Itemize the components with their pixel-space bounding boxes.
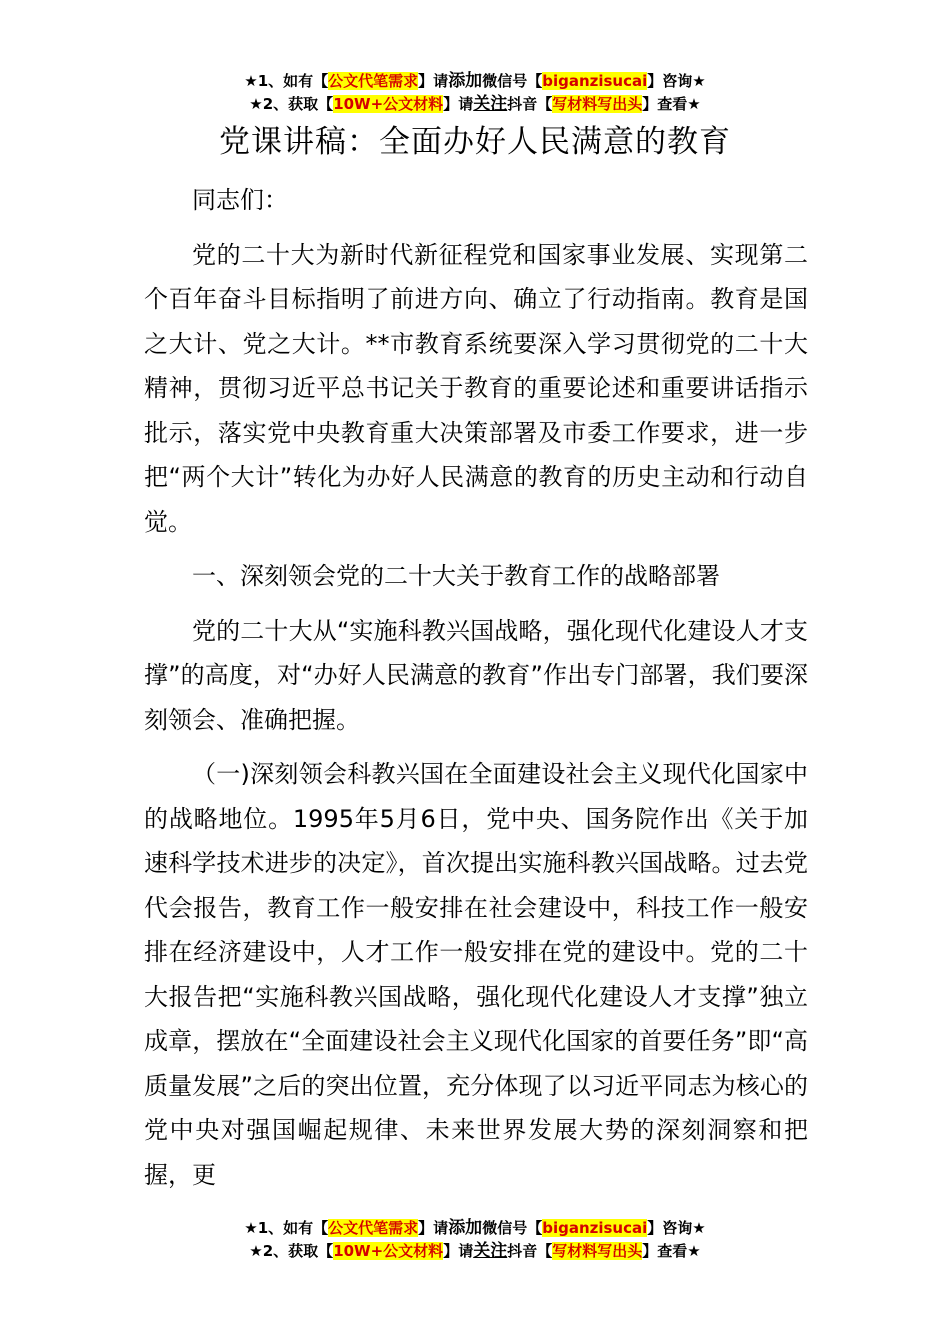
banner-line-1 <box>0 70 950 93</box>
paragraph: 党的二十大为新时代新征程党和国家事业发展、实现第二个百年奋斗目标指明了前进方向、确立了行动指南。教育是国之大计、党之大计。**市教育系统要深入学习贯彻党的二十大精神，贯彻习近平总书记关于教育的重要论述和重要讲话指示批示，落实党中央教育重大决策部署及市委工作要求，进一步把“两个大计”转化为办好人民满意的教育的历史主动和行动自觉。 <box>144 240 808 536</box>
banner-text: ★2、获取【 <box>249 95 334 113</box>
banner-text: 】请 <box>418 1219 449 1237</box>
banner-highlight: 公文代笔需求 <box>328 1219 419 1237</box>
banner-text: 】咨询★ <box>647 72 706 90</box>
banner-text: 微信号【 <box>482 72 543 90</box>
banner-wechat-id: biganzisucai <box>542 1219 648 1237</box>
banner-text: 】请 <box>443 95 474 113</box>
document-body <box>144 178 808 1197</box>
banner-text: 】查看★ <box>642 95 701 113</box>
section-heading: 一、深刻领会党的二十大关于教育工作的战略部署 <box>192 562 720 590</box>
banner-line-2 <box>0 1240 950 1263</box>
banner-line-2 <box>0 93 950 116</box>
banner-text: 抖音【 <box>507 1242 553 1260</box>
banner-emphasis: 添加 <box>448 1218 483 1238</box>
paragraph: 党的二十大从“实施科教兴国战略，强化现代化建设人才支撑”的高度，对“办好人民满意的教育”作出专门部署，我们要深刻领会、准确把握。 <box>144 616 808 734</box>
banner-douyin-account: 写材料写出头 <box>552 1242 643 1260</box>
banner-douyin-account: 写材料写出头 <box>552 95 643 113</box>
banner-emphasis: 关注 <box>473 1241 508 1261</box>
document-title: 党课讲稿：全面办好人民满意的教育 <box>219 124 731 160</box>
banner-text: 】请 <box>443 1242 474 1260</box>
paragraph: （一)深刻领会科教兴国在全面建设社会主义现代化国家中的战略地位。1995年5月6日，党中央、国务院作出《关于加速科学技术进步的决定》，首次提出实施科教兴国战略。过去党代会报告，教育工作一般安排在社会建设中，科技工作一般安排在经济建设中，人才工作一般安排在党的建设中。党的二十大报告把“实施科教兴国战略，强化现代化建设人才支撑”独立成章，摆放在“全面建设社会主义现代化国家的首要任务”即“高质量发展”之后的突出位置，充分体现了以习近平同志为核心的党中央对强国崛起规律、未来世界发展大势的深刻洞察和把握，更 <box>144 760 808 1189</box>
banner-text: 】请 <box>418 72 449 90</box>
banner-text: 】咨询★ <box>647 1219 706 1237</box>
banner-emphasis: 添加 <box>448 71 483 91</box>
top-banner <box>0 70 950 116</box>
banner-text: 微信号【 <box>482 1219 543 1237</box>
banner-highlight: 10W+公文材料 <box>333 95 444 113</box>
banner-text: 】查看★ <box>642 1242 701 1260</box>
banner-text: ★1、如有【 <box>244 1219 329 1237</box>
banner-text: ★2、获取【 <box>249 1242 334 1260</box>
banner-text: 抖音【 <box>507 95 553 113</box>
banner-highlight: 10W+公文材料 <box>333 1242 444 1260</box>
bottom-banner <box>0 1217 950 1263</box>
banner-text: ★1、如有【 <box>244 72 329 90</box>
banner-emphasis: 关注 <box>473 94 508 114</box>
banner-wechat-id: biganzisucai <box>542 72 648 90</box>
greeting: 同志们： <box>192 186 288 214</box>
banner-highlight: 公文代笔需求 <box>328 72 419 90</box>
banner-line-1 <box>0 1217 950 1240</box>
